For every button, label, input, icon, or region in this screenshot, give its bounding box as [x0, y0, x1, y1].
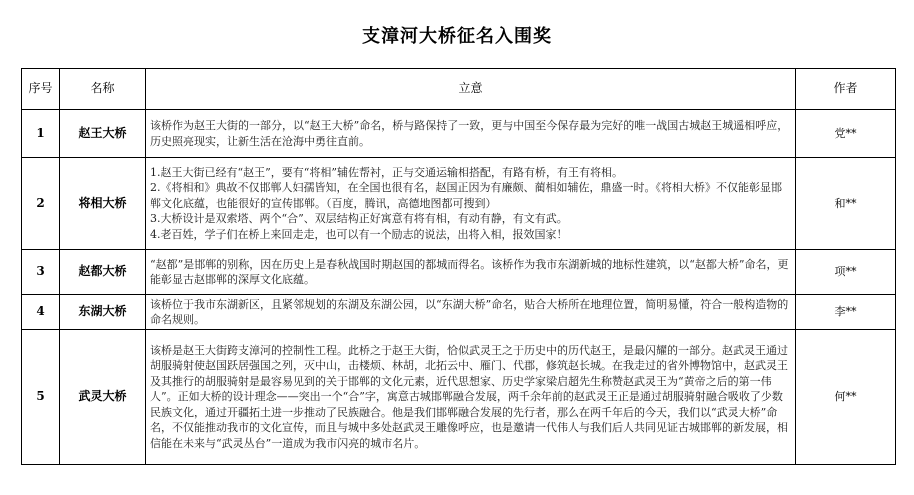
page-title: 支漳河大桥征名入围奖: [362, 26, 552, 47]
header-concept: 立意: [146, 69, 796, 110]
concept-text: 4.老百姓，学子们在桥上来回走走，也可以有一个励志的说法，出将入相，报效国家！: [150, 227, 568, 241]
concept-text: 3.大桥设计是双索塔、两个“合”、双层结构正好寓意有将有相，有动有静，有文有武。: [150, 212, 568, 226]
bridge-name: 东湖大桥: [60, 295, 146, 330]
row-concept: [146, 110, 796, 158]
row-number: 5: [22, 330, 60, 465]
row-number: 1: [22, 110, 60, 158]
row-concept: [146, 330, 796, 465]
concept-text: 1.赵王大街已经有“赵王”，要有“将相”辅佐帮衬，正与交通运输相搭配，有路有桥，有王有将相。: [150, 165, 623, 179]
table-row: [22, 110, 896, 158]
table-row: [22, 295, 896, 330]
row-author: 何**: [796, 330, 896, 465]
row-number: 3: [22, 250, 60, 295]
row-concept: [146, 295, 796, 330]
concept-text: 该桥位于我市东湖新区，且紧邻规划的东湖及东湖公园，以“东湖大桥”命名，贴合大桥所在地理位置，简明易懂，符合一般构造物的命名规则。: [150, 297, 789, 326]
header-author: 作者: [796, 69, 896, 110]
row-concept: [146, 250, 796, 295]
row-author: 党**: [796, 110, 896, 158]
table-row: [22, 250, 896, 295]
concept-text: 2.《将相和》典故不仅邯郸人妇孺皆知，在全国也很有名，赵国正因为有廉颇、蔺相如辅佐，鼎盛一时。《将相大桥》不仅能彰显邯郸文化底蕴，也能很好的宣传邯郸。（百度，腾讯，高德地图都可搜到）: [150, 181, 782, 210]
row-concept: [146, 158, 796, 250]
row-author: 项**: [796, 250, 896, 295]
bridge-name: 赵王大桥: [60, 110, 146, 158]
finalist-table: [21, 68, 896, 465]
concept-text: 该桥是赵王大街跨支漳河的控制性工程。此桥之于赵王大街，恰似武灵王之于历史中的历代赵王，是最闪耀的一部分。赵武灵王通过胡服骑射使赵国跃居强国之列，灭中山，击楼烦、林胡，北拓云中、雁门、代郡，修筑赵长城。在我走过的省外博物馆中，赵武灵王及其推行的胡服骑射是最容易见到的关于邯郸的文化元素，近代思想家、历史学家梁启超先生称赞赵武灵王为“黄帝之后的第一伟人”。正如大桥的设计理念——突出一个“合”字，寓意古城邯郸融合发展，两千余年前的赵武灵王正是通过胡服骑射融合吸收了少数民族文化，通过开疆拓土进一步推动了民族融合。他是我们邯郸融合发展的先行者，那么在两千年后的今天，我们以“武灵大桥”命名，不仅能推动我市的文化宣传，而且与城中多处赵武灵王雕像呼应，也是邀请一代伟人与我们后人共同见证古城邯郸的新发展，相信能在未来与“武灵丛台”一道成为我市闪亮的城市名片。: [150, 343, 788, 450]
concept-text: 该桥作为赵王大街的一部分，以“赵王大桥”命名，桥与路保持了一致，更与中国至今保存最为完好的唯一战国古城赵王城遥相呼应，历史照亮现实，让新生活在沧海中勇往直前。: [150, 119, 789, 148]
bridge-name: 将相大桥: [60, 158, 146, 250]
bridge-name: 武灵大桥: [60, 330, 146, 465]
bridge-name: 赵都大桥: [60, 250, 146, 295]
table-header-row: [22, 69, 896, 110]
concept-text: “赵都”是邯郸的别称，因在历史上是春秋战国时期赵国的都城而得名。该桥作为我市东湖新城的地标性建筑，以“赵都大桥”命名，更能彰显古赵邯郸的深厚文化底蕴。: [150, 257, 789, 286]
row-author: 李**: [796, 295, 896, 330]
header-name: 名称: [60, 69, 146, 110]
row-author: 和**: [796, 158, 896, 250]
row-number: 2: [22, 158, 60, 250]
table-row: [22, 330, 896, 465]
row-number: 4: [22, 295, 60, 330]
table-row: [22, 158, 896, 250]
header-number: 序号: [22, 69, 60, 110]
